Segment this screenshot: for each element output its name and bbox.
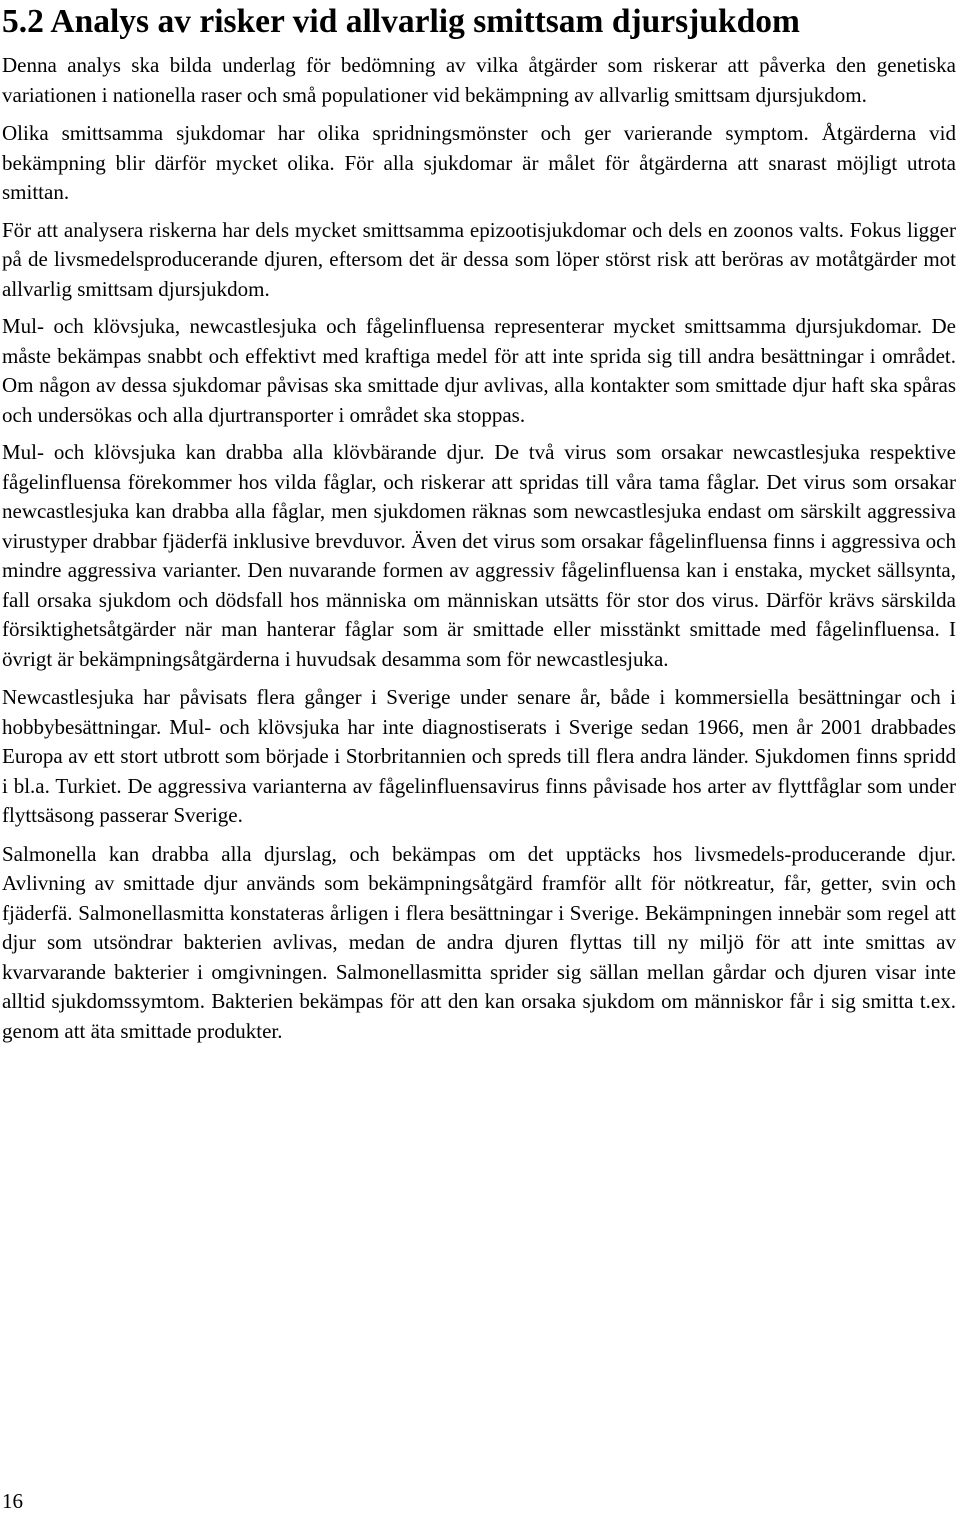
document-page <box>2 0 956 1046</box>
paragraph-analysis-scope: För att analysera riskerna har dels mycket smittsamma epizootisjukdomar och dels en zoonos valts. Fokus ligger på de livsmedelsproducerande djuren, eftersom det är dessa som löper störst risk att beröras av motåtgärder mot allvarlig smittsam djursjukdom. <box>2 217 956 301</box>
paragraph-sweden-occurrence: Newcastlesjuka har påvisats flera gånger i Sverige under senare år, både i kommersiella besättningar och i hobbybesättningar. Mul- och klövsjuka har inte diagnostiserats i Sverige sedan 1966, men år 2001 drabbades Europa av ett stort utbrott som började i Storbritannien och spreds till flera andra länder. Sjukdomen finns spridd i bl.a. Turkiet. De aggressiva varianterna av fågelinfluensavirus finns påvisade hos arter av flyttfåglar som under flyttsäsong passerar Sverige. <box>2 685 956 827</box>
paragraph-contagious-diseases: Mul- och klövsjuka, newcastlesjuka och fågelinfluensa representerar mycket smittsamma djursjukdomar. De måste bekämpas snabbt och effektivt med kraftiga medel för att inte sprida sig till andra besättningar i området. Om någon av dessa sjukdomar påvisas ska smittade djur avlivas, alla kontakter som smittade djur haft ska spåras och undersökas och alla djurtransporter i området ska stoppas. <box>2 314 956 427</box>
paragraph-spread-patterns: Olika smittsamma sjukdomar har olika spridningsmönster och ger varierande symptom. Åtgärderna vid bekämpning blir därför mycket olika. För alla sjukdomar är målet för åtgärderna att snarast möjligt utrota smittan. <box>2 121 956 204</box>
section-heading: 5.2 Analys av risker vid allvarlig smittsam djursjukdom <box>2 3 800 40</box>
paragraph-virus-details: Mul- och klövsjuka kan drabba alla klövbärande djur. De två virus som orsakar newcastlesjuka respektive fågelinfluensa förekommer hos vilda fåglar, och riskerar att spridas till våra tama fåglar. Det virus som orsakar newcastlesjuka kan drabba alla fåglar, men sjukdomen räknas som newcastlesjuka endast om särskilt aggressiva virustyper drabbar fjäderfä inklusive brevduvor. Även det virus som orsakar fågelinfluensa finns i aggressiva och mindre aggressiva varianter. Den nuvarande formen av aggressiv fågelinfluensa kan i enstaka, mycket sällsynta, fall orsaka sjukdom och dödsfall hos människa om människan utsätts för stor dos virus. Därför krävs särskilda försiktighetsåtgärder när man hanterar fåglar som är smittade eller misstänkt smittade med fågelinfluensa. I övrigt är bekämpningsåtgärderna i huvudsak desamma som för newcastlesjuka. <box>2 440 956 671</box>
page-number: 16 <box>2 1489 23 1513</box>
paragraph-salmonella: Salmonella kan drabba alla djurslag, och bekämpas om det upptäcks hos livsmedels-producerande djur. Avlivning av smittade djur används som bekämpningsåtgärd framför allt för nötkreatur, får, getter, svin och fjäderfä. Salmonellasmitta konstateras årligen i flera besättningar i Sverige. Bekämpningen innebär som regel att djur som utsöndrar bakterien avlivas, medan de andra djuren flyttas till ny miljö för att inte smittas av kvarvarande bakterier i omgivningen. Salmonellasmitta sprider sig sällan mellan gårdar och djuren visar inte alltid sjukdomssymtom. Bakterien bekämpas för att den kan orsaka sjukdom om människor får i sig smitta t.ex. genom att äta smittade produkter. <box>2 841 956 1043</box>
paragraph-intro: Denna analys ska bilda underlag för bedömning av vilka åtgärder som riskerar att påverka den genetiska variationen i nationella raser och små populationer vid bekämpning av allvarlig smittsam djursjukdom. <box>2 53 956 107</box>
